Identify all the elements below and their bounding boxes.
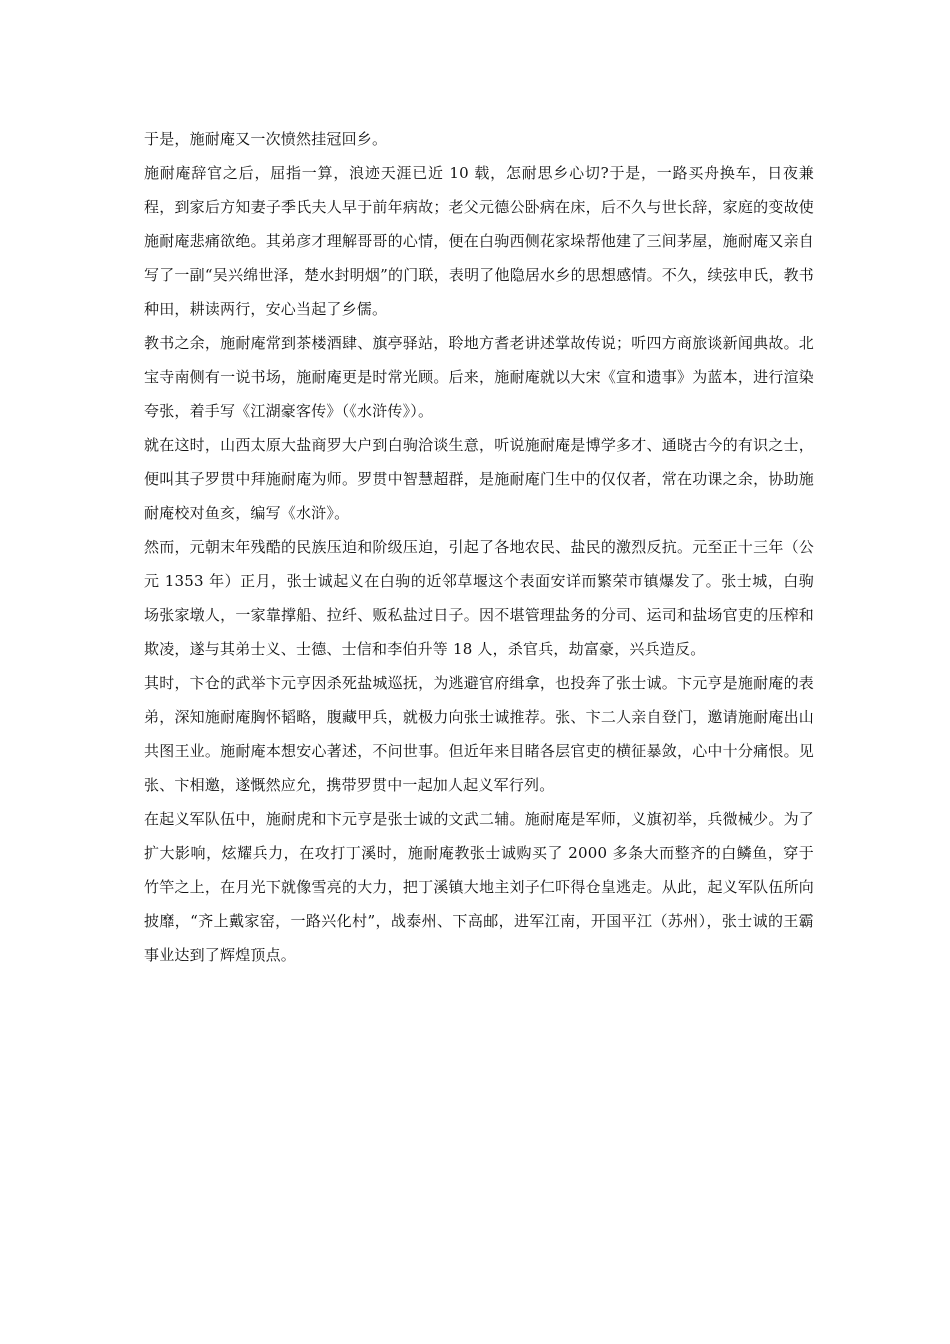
paragraph-military-advisor: 在起义军队伍中，施耐虎和卞元亨是张士诚的文武二辅。施耐庵是军师，义旗初举，兵微械少。为了扩大影响，炫耀兵力，在攻打丁溪时，施耐庵教张士诚购买了 2000 多条大而整齐的白鳞鱼，穿于竹竿之上，在月光下就像雪亮的大力，把丁溪镇大地主刘子仁吓得仓皇逃走。从此，起义军队伍所向披靡，“齐上戴家窑，一路兴化村”，战泰州、下高邮，进军江南，开国平江（苏州），张士诚的王霸事业达到了辉煌顶点。 [144, 810, 814, 964]
paragraph-teaching: 教书之余，施耐庵常到茶楼酒肆、旗亭驿站，聆地方耆老讲述掌故传说；听四方商旅谈新闻典故。北宝寺南侧有一说书场，施耐庵更是时常光顾。后来，施耐庵就以大宋《宣和遗事》为蓝本，进行渲染夸张，着手写《江湖豪客传》（《水浒传》）。 [144, 334, 814, 420]
paragraph-resignation: 施耐庵辞官之后，屈指一算，浪迹天涯已近 10 载，怎耐思乡心切?于是，一路买舟换车，日夜兼程，到家后方知妻子季氏夫人早于前年病故；老父元德公卧病在床，后不久与世长辞，家庭的变故使施耐庵悲痛欲绝。其弟彦才理解哥哥的心情，便在白驹西侧花家垛帮他建了三间茅屋，施耐庵又亲自写了一副“吴兴绵世泽，楚水封明烟”的门联，表明了他隐居水乡的思想感情。不久，续弦申氏，教书种田，耕读两行，安心当起了乡儒。 [144, 164, 814, 318]
paragraph-uprising: 然而，元朝末年残酷的民族压迫和阶级压迫，引起了各地农民、盐民的激烈反抗。元至正十三年（公元 1353 年）正月，张士诚起义在白驹的近邻草堰这个表面安详而繁荣市镇爆发了。张士城，白驹场张家墩人，一家靠撑船、拉纤、贩私盐过日子。因不堪管理盐务的分司、运司和盐场官吏的压榨和欺凌，遂与其弟士义、士德、士信和李伯升等 18 人，杀官兵，劫富豪，兴兵造反。 [144, 538, 814, 658]
paragraph-bian-yuanheng: 其时，卞仓的武举卞元亨因杀死盐城巡抚，为逃避官府缉拿，也投奔了张士诚。卞元亨是施耐庵的表弟，深知施耐庵胸怀韬略，腹藏甲兵，就极力向张士诚推荐。张、卞二人亲自登门，邀请施耐庵出山共图王业。施耐庵本想安心著述，不问世事。但近年来目睹各层官吏的横征暴敛，心中十分痛恨。见张、卞相邀，遂慨然应允，携带罗贯中一起加人起义军行列。 [144, 674, 814, 794]
paragraph-return-home: 于是，施耐庵又一次愤然挂冠回乡。 [144, 130, 388, 148]
paragraph-luo-guanzhong: 就在这时，山西太原大盐商罗大户到白驹洽谈生意，听说施耐庵是博学多才、通晓古今的有识之士，便叫其子罗贯中拜施耐庵为师。罗贯中智慧超群，是施耐庵门生中的仅仅者，常在功课之余，协助施耐庵校对鱼亥，编写《水浒》。 [144, 436, 814, 522]
article-body [144, 122, 814, 972]
